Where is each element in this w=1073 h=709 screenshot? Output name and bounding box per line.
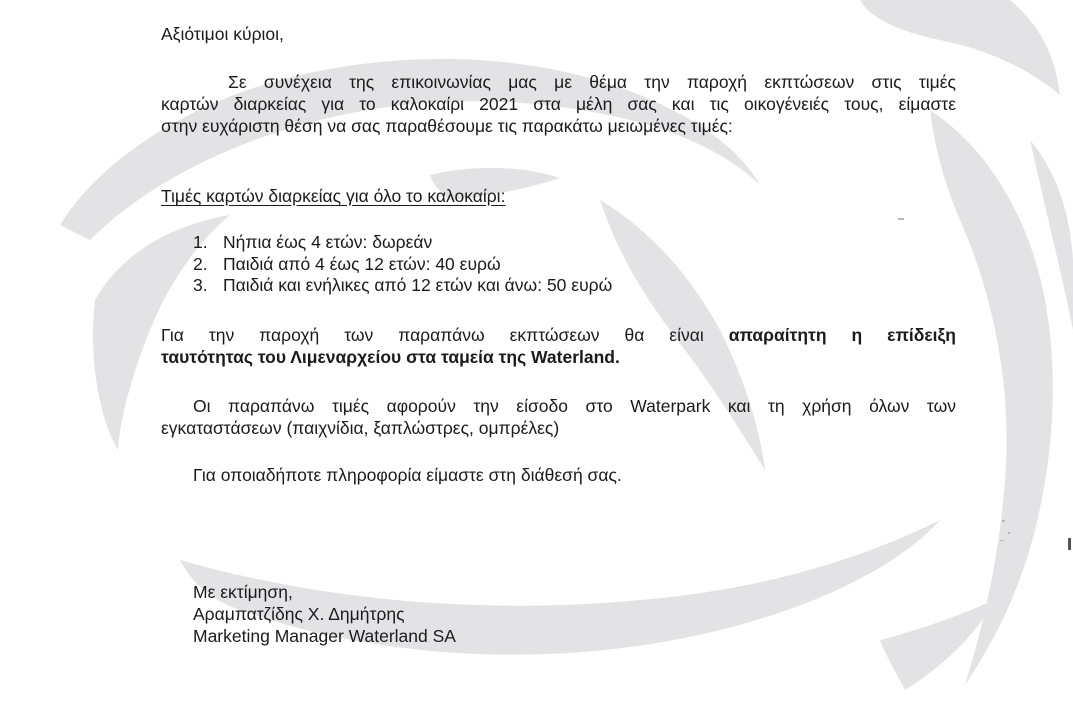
list-item-number: 2. xyxy=(193,253,208,274)
signature-name: Αραμπατζίδης Χ. Δημήτρης xyxy=(193,604,405,624)
salutation: Αξιότιμοι κύριοι, xyxy=(161,24,284,44)
id-requirement-normal-text: Για την παροχή των παραπάνω εκπτώσεων θα είναι xyxy=(161,325,704,345)
list-item-text: Παιδιά από 4 έως 12 ετών: 40 ευρώ xyxy=(223,253,501,274)
coverage-line-1: Οι παραπάνω τιμές αφορούν την είσοδο στο Waterpark και τη χρήση όλων των xyxy=(193,396,956,416)
availability-note: Για οποιαδήποτε πληροφορία είμαστε στη διάθεσή σας. xyxy=(193,465,622,485)
signature-title: Marketing Manager Waterland SA xyxy=(193,626,456,646)
intro-line-3: στην ευχάριστη θέση να σας παραθέσουμε τις παρακάτω μειωμένες τιμές: xyxy=(161,116,733,136)
scan-speck xyxy=(1068,538,1071,550)
intro-line-2: καρτών διαρκείας για το καλοκαίρι 2021 στα μέλη σας και τις οικογένειές τους, είμαστε xyxy=(161,94,956,114)
price-list xyxy=(193,232,612,297)
signature-closing: Με εκτίμηση, xyxy=(193,582,293,602)
id-requirement-line-2: ταυτότητας του Λιμεναρχείου στα ταμεία της Waterland. xyxy=(161,347,620,367)
id-requirement-bold-text: απαραίτητη η επίδειξη xyxy=(728,325,956,345)
list-item xyxy=(193,254,612,276)
coverage-line-2: εγκαταστάσεων (παιχνίδια, ξαπλώστρες, ομπρέλες) xyxy=(161,418,560,438)
scan-speck xyxy=(1008,532,1010,534)
list-item-number: 3. xyxy=(193,275,208,295)
list-item-number: 1. xyxy=(193,232,208,252)
intro-line-1: Σε συνέχεια της επικοινωνίας μας με θέμα την παροχή εκπτώσεων στις τιμές xyxy=(228,72,956,92)
list-item xyxy=(193,275,612,297)
scan-speck xyxy=(1000,540,1004,541)
list-item-text: Παιδιά και ενήλικες από 12 ετών και άνω: 50 ευρώ xyxy=(223,275,613,295)
scan-speck xyxy=(898,218,904,220)
list-item-text: Νήπια έως 4 ετών: δωρεάν xyxy=(223,232,433,252)
id-requirement-line-1 xyxy=(161,325,956,346)
scan-speck xyxy=(1002,520,1005,522)
prices-heading: Τιμές καρτών διαρκείας για όλο το καλοκαίρι: xyxy=(161,186,506,206)
list-item xyxy=(193,232,612,254)
